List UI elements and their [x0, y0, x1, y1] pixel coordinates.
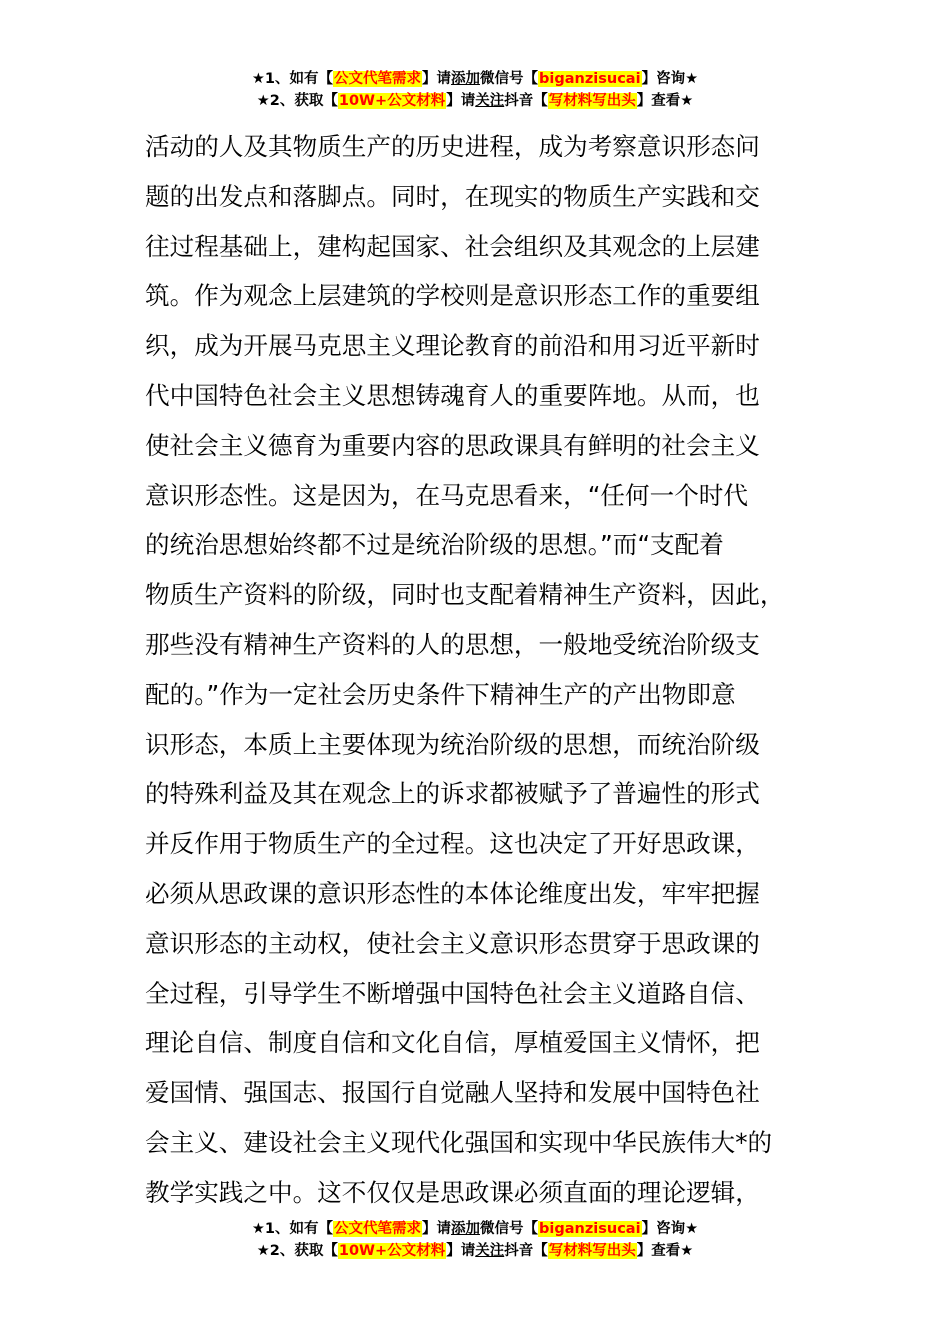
banner-line-2	[0, 90, 950, 112]
banner-text: 抖音【	[504, 1243, 548, 1259]
body-line: 爱国情、强国志、报国行自觉融人坚持和发展中国特色社	[145, 1078, 760, 1108]
body-line: 意识形态性。这是因为，在马克思看来，“任何一个时代	[145, 480, 748, 510]
highlight-wechat-id: biganzisucai	[539, 71, 641, 87]
body-line: 筑。作为观念上层建筑的学校则是意识形态工作的重要组	[145, 281, 760, 311]
banner-text: 】咨询★	[641, 1221, 699, 1237]
body-line: 往过程基础上，建构起国家、社会组织及其观念的上层建	[145, 231, 760, 261]
banner-line-1	[0, 1218, 950, 1240]
banner-text: 抖音【	[504, 93, 548, 109]
banner-text: ★1、如有【	[251, 1221, 334, 1237]
highlight-materials: 10W+公文材料	[338, 1243, 446, 1259]
banner-text: 微信号【	[480, 1221, 539, 1237]
banner-text: 】查看★	[636, 1243, 694, 1259]
body-line: 会主义、建设社会主义现代化强国和实现中华民族伟大*的	[145, 1127, 773, 1157]
highlight-materials: 10W+公文材料	[338, 93, 446, 109]
highlight-service: 公文代笔需求	[334, 71, 422, 87]
body-line: 物质生产资料的阶级，同时也支配着精神生产资料，因此，	[145, 580, 785, 610]
footer-banner	[0, 1218, 950, 1262]
highlight-service: 公文代笔需求	[334, 1221, 422, 1237]
body-line: 并反作用于物质生产的全过程。这也决定了开好思政课，	[145, 829, 760, 859]
body-line: 那些没有精神生产资料的人的思想，一般地受统治阶级支	[145, 629, 760, 659]
banner-text: 】请	[446, 1243, 476, 1259]
body-line: 题的出发点和落脚点。同时，在现实的物质生产实践和交	[145, 181, 760, 211]
body-line: 配的。”作为一定社会历史条件下精神生产的产出物即意	[145, 679, 736, 709]
highlight-wechat-id: biganzisucai	[539, 1221, 641, 1237]
underlined-text: 添加	[451, 71, 481, 87]
header-banner	[0, 68, 950, 112]
underlined-text: 关注	[475, 1243, 505, 1259]
body-line: 织，成为开展马克思主义理论教育的前沿和用习近平新时	[145, 331, 760, 361]
banner-text: 】请	[446, 93, 476, 109]
body-line: 使社会主义德育为重要内容的思政课具有鲜明的社会主义	[145, 430, 760, 460]
banner-text: 】请	[422, 1221, 452, 1237]
body-line: 活动的人及其物质生产的历史进程，成为考察意识形态问	[145, 132, 760, 161]
banner-line-1	[0, 68, 950, 90]
body-line: 全过程，引导学生不断增强中国特色社会主义道路自信、	[145, 978, 760, 1008]
body-line: 的特殊利益及其在观念上的诉求都被赋予了普遍性的形式	[145, 779, 760, 809]
banner-text: ★1、如有【	[251, 71, 334, 87]
body-line: 代中国特色社会主义思想铸魂育人的重要阵地。从而，也	[145, 380, 760, 410]
body-line: 必须从思政课的意识形态性的本体论维度出发，牢牢把握	[145, 878, 760, 908]
banner-text: 】查看★	[636, 93, 694, 109]
body-line: 教学实践之中。这不仅仅是思政课必须直面的理论逻辑，	[145, 1177, 760, 1207]
body-line: 理论自信、制度自信和文化自信，厚植爱国主义情怀，把	[145, 1028, 760, 1058]
banner-text: ★2、获取【	[256, 1243, 338, 1259]
body-line: 的统治思想始终都不过是统治阶级的思想。”而“支配着	[145, 530, 724, 560]
underlined-text: 添加	[451, 1221, 481, 1237]
body-line: 意识形态的主动权，使社会主义意识形态贯穿于思政课的	[145, 928, 760, 958]
document-body	[145, 122, 815, 1218]
banner-text: 微信号【	[480, 71, 539, 87]
underlined-text: 关注	[475, 93, 505, 109]
highlight-douyin-account: 写材料写出头	[548, 93, 636, 109]
body-line: 识形态，本质上主要体现为统治阶级的思想，而统治阶级	[145, 729, 760, 759]
highlight-douyin-account: 写材料写出头	[548, 1243, 636, 1259]
banner-line-2	[0, 1240, 950, 1262]
banner-text: 】请	[422, 71, 452, 87]
banner-text: 】咨询★	[641, 71, 699, 87]
banner-text: ★2、获取【	[256, 93, 338, 109]
